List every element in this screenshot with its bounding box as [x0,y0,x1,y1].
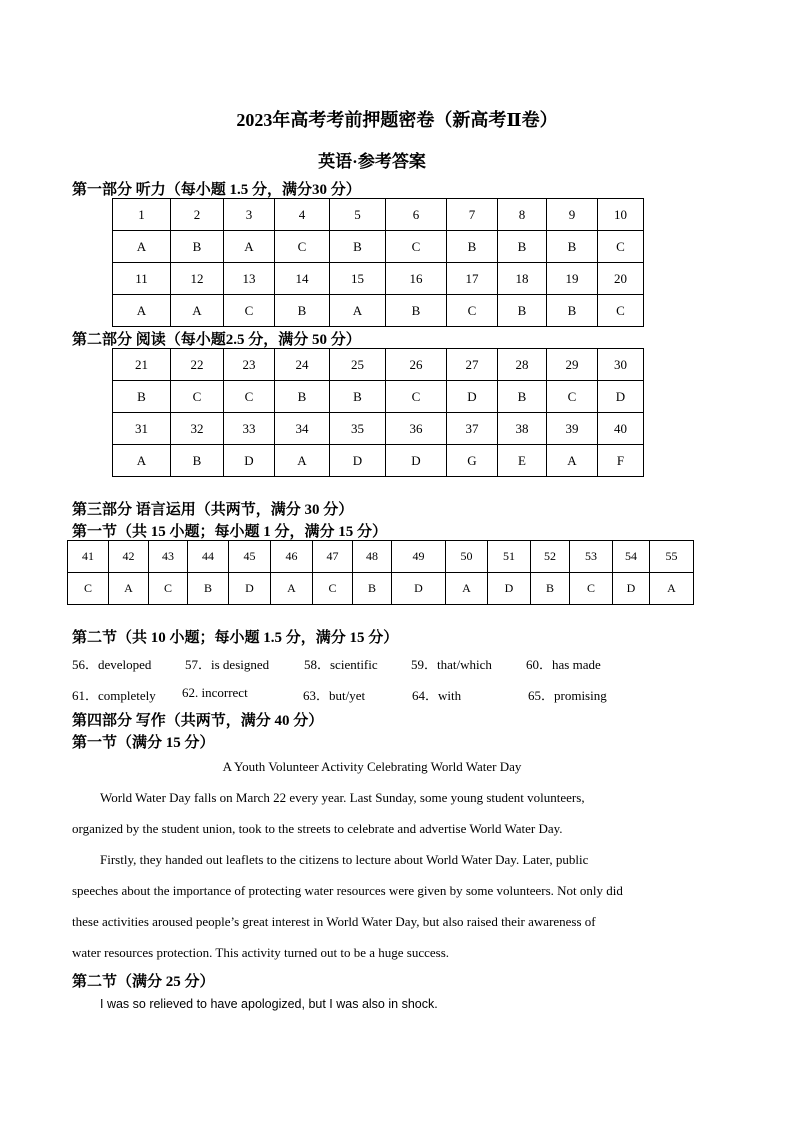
answer-cell: B [547,231,598,263]
table-row [113,199,644,231]
answer-cell: D [229,573,271,605]
answer-cell: D [386,445,447,477]
question-number-cell: 18 [498,263,547,295]
question-number-cell: 14 [275,263,330,295]
question-number-cell: 37 [447,413,498,445]
answer-cell: C [275,231,330,263]
answer-cell: A [224,231,275,263]
question-number-cell: 15 [330,263,386,295]
part3-section2-heading: 第二节（共 10 小题；每小题 1.5 分，满分 15 分） [72,630,399,646]
question-number-cell: 48 [353,541,392,573]
question-number-cell: 52 [531,541,570,573]
answer-cell: D [488,573,531,605]
answer-cell: A [113,295,171,327]
answer-cell: D [330,445,386,477]
answer-cell: A [330,295,386,327]
essay-line: organized by the student union, took to the streets to celebrate and advertise World Water Day. [72,821,563,836]
question-number-cell: 42 [109,541,149,573]
answer-cell: B [275,295,330,327]
answer-cell: C [68,573,109,605]
answer-cell: D [447,381,498,413]
table-row [113,263,644,295]
question-number-cell: 46 [271,541,313,573]
question-number-cell: 21 [113,349,171,381]
table-row [68,541,694,573]
answer-cell: B [188,573,229,605]
answer-cell: B [275,381,330,413]
answer-cell: B [113,381,171,413]
fill-answer: 61．completely [72,688,156,703]
answer-cell: A [650,573,694,605]
fill-answer: 57．is designed [185,657,270,672]
answer-cell: C [547,381,598,413]
question-number-cell: 33 [224,413,275,445]
essay-line: speeches about the importance of protecting water resources were given by some volunteers. Not only did [72,883,623,898]
question-number-cell: 12 [171,263,224,295]
page-subtitle: 英语·参考答案 [318,152,426,171]
question-number-cell: 38 [498,413,547,445]
table-row [113,445,644,477]
fill-answer: 64．with [412,688,462,703]
answer-cell: D [224,445,275,477]
question-number-cell: 7 [447,199,498,231]
question-number-cell: 30 [598,349,644,381]
answer-cell: C [598,295,644,327]
question-number-cell: 47 [313,541,353,573]
answer-cell: B [171,231,224,263]
question-number-cell: 4 [275,199,330,231]
question-number-cell: 6 [386,199,447,231]
part3-answer-table [67,540,694,605]
question-number-cell: 41 [68,541,109,573]
table-row [113,413,644,445]
question-number-cell: 40 [598,413,644,445]
answer-cell: C [313,573,353,605]
question-number-cell: 49 [392,541,446,573]
part1-heading: 第一部分 听力（每小题 1.5 分，满分30 分） [72,182,361,198]
table-row [68,573,694,605]
question-number-cell: 45 [229,541,271,573]
question-number-cell: 13 [224,263,275,295]
essay-line: water resources protection. This activity turned out to be a huge success. [72,945,450,960]
question-number-cell: 32 [171,413,224,445]
question-number-cell: 26 [386,349,447,381]
question-number-cell: 22 [171,349,224,381]
part2-heading: 第二部分 阅读（每小题2.5 分，满分 50 分） [72,332,361,348]
answer-cell: C [386,381,447,413]
question-number-cell: 3 [224,199,275,231]
table-row [113,381,644,413]
table-row [113,295,644,327]
essay-line: these activities aroused people’s great interest in World Water Day, but also raised their awareness of [72,914,596,929]
answer-cell: B [498,381,547,413]
question-number-cell: 16 [386,263,447,295]
answer-cell: C [171,381,224,413]
question-number-cell: 20 [598,263,644,295]
answer-cell: D [392,573,446,605]
question-number-cell: 8 [498,199,547,231]
answer-cell: B [447,231,498,263]
answer-cell: C [570,573,613,605]
part4-section1-heading: 第一节（满分 15 分） [72,735,215,751]
question-number-cell: 51 [488,541,531,573]
answer-cell: D [598,381,644,413]
fill-answer: 56．developed [72,657,152,672]
question-number-cell: 50 [446,541,488,573]
fill-answer: 63．but/yet [303,688,366,703]
question-number-cell: 25 [330,349,386,381]
question-number-cell: 24 [275,349,330,381]
answer-cell: C [598,231,644,263]
fill-row-1 [72,654,626,673]
part4-heading: 第四部分 写作（共两节，满分 40 分） [72,713,324,729]
answer-cell: A [547,445,598,477]
fill-answer: 65．promising [528,688,607,703]
essay-title: A Youth Volunteer Activity Celebrating World Water Day [222,759,522,774]
part2-answer-table [112,348,644,477]
answer-cell: C [447,295,498,327]
question-number-cell: 35 [330,413,386,445]
answer-cell: F [598,445,644,477]
answer-cell: C [386,231,447,263]
question-number-cell: 31 [113,413,171,445]
part3-heading: 第三部分 语言运用（共两节，满分 30 分） [72,502,354,518]
question-number-cell: 19 [547,263,598,295]
answer-cell: C [224,295,275,327]
answer-cell: B [330,231,386,263]
question-number-cell: 53 [570,541,613,573]
question-number-cell: 2 [171,199,224,231]
table-row [113,231,644,263]
answer-cell: A [113,445,171,477]
answer-cell: B [498,295,547,327]
question-number-cell: 55 [650,541,694,573]
answer-cell: B [353,573,392,605]
question-number-cell: 44 [188,541,229,573]
answer-cell: D [613,573,650,605]
question-number-cell: 43 [149,541,188,573]
answer-cell: B [531,573,570,605]
essay-line: World Water Day falls on March 22 every year. Last Sunday, some young student volunteers, [100,790,585,805]
question-number-cell: 34 [275,413,330,445]
essay-line: Firstly, they handed out leaflets to the citizens to lecture about World Water Day. Later, public [100,852,589,867]
page-title: 2023年高考考前押题密卷（新高考Ⅱ卷） [236,110,558,130]
question-number-cell: 39 [547,413,598,445]
table-row [113,349,644,381]
answer-cell: A [109,573,149,605]
question-number-cell: 23 [224,349,275,381]
continuation-text: I was so relieved to have apologized, but I was also in shock. [100,997,438,1011]
question-number-cell: 1 [113,199,171,231]
fill-answer: 58．scientific [304,657,378,672]
answer-cell: A [113,231,171,263]
answer-cell: C [149,573,188,605]
answer-cell: A [446,573,488,605]
answer-cell: B [171,445,224,477]
question-number-cell: 5 [330,199,386,231]
answer-cell: A [275,445,330,477]
part3-section1-heading: 第一节（共 15 小题；每小题 1 分，满分 15 分） [72,524,388,540]
answer-cell: B [498,231,547,263]
question-number-cell: 11 [113,263,171,295]
answer-cell: A [171,295,224,327]
part4-section2-heading: 第二节（满分 25 分） [72,974,215,990]
answer-cell: G [447,445,498,477]
answer-cell: C [224,381,275,413]
answer-cell: B [386,295,447,327]
answer-cell: B [330,381,386,413]
question-number-cell: 17 [447,263,498,295]
essay-body [72,782,672,968]
question-number-cell: 27 [447,349,498,381]
question-number-cell: 54 [613,541,650,573]
answer-cell: A [271,573,313,605]
question-number-cell: 29 [547,349,598,381]
question-number-cell: 9 [547,199,598,231]
question-number-cell: 10 [598,199,644,231]
question-number-cell: 36 [386,413,447,445]
fill-row-2 [72,685,628,704]
fill-answer: 59．that/which [411,657,492,672]
fill-answer: 60．has made [526,657,601,672]
answer-cell: E [498,445,547,477]
part1-answer-table [112,198,644,327]
question-number-cell: 28 [498,349,547,381]
answer-cell: B [547,295,598,327]
fill-answer: 62. incorrect [182,685,248,700]
